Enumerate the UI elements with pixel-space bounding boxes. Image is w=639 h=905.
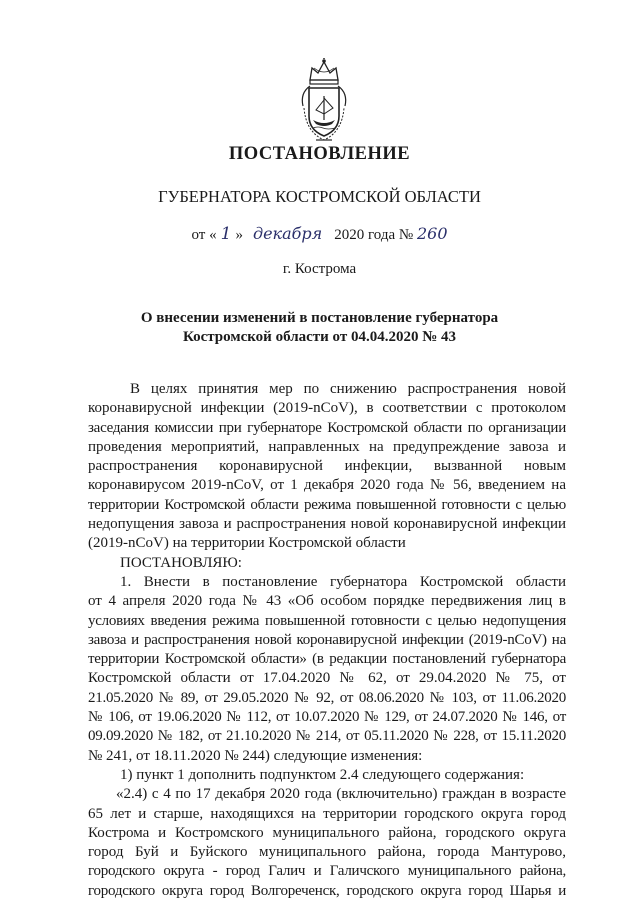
heading-line: Костромской области от 04.04.2020 № 43 bbox=[182, 329, 457, 345]
body-line: городского округа город Волгореченск, городского округа город Шарья и bbox=[88, 882, 566, 899]
body-line: недопущения завоза и распространения новой коронавирусной инфекции bbox=[88, 516, 566, 533]
document-heading bbox=[0, 309, 639, 347]
body-line: Костромской области от 17.04.2020 № 62, от 29.04.2020 № 75, от bbox=[88, 670, 566, 687]
city-line: г. Кострома bbox=[282, 261, 357, 277]
date-line bbox=[0, 224, 639, 244]
body-line: территории Костромской области режима повышенной готовности с целью bbox=[88, 496, 566, 513]
date-month-handwritten: декабря bbox=[252, 224, 323, 243]
body-line: «2.4) с 4 по 17 декабря 2020 года (включительно) граждан в возрасте bbox=[116, 786, 566, 803]
date-middle: » bbox=[235, 227, 243, 243]
body-line: Кострома и Костромского муниципального района, городского округа bbox=[88, 824, 566, 841]
body-line: № 106, от 19.06.2020 № 112, от 10.07.2020 № 129, от 24.07.2020 № 146, от bbox=[88, 709, 566, 726]
body-line: 1) пункт 1 дополнить подпунктом 2.4 следующего содержания: bbox=[120, 766, 525, 783]
body-line: заседания комиссии при губернаторе Костромской области по организации bbox=[88, 419, 566, 436]
body-line: ПОСТАНОВЛЯЮ: bbox=[120, 554, 242, 571]
document-title: ПОСТАНОВЛЕНИЕ bbox=[228, 144, 411, 164]
body-line: В целях принятия мер по снижению распространения новой bbox=[130, 381, 566, 397]
body-line: 65 лет и старше, находящихся на территории городского округа город bbox=[88, 805, 566, 822]
body-line: завоза и распространения новой коронавирусной инфекции (2019-nCoV) на bbox=[88, 631, 566, 648]
body-line: распространения коронавирусной инфекции, вызванной новым bbox=[88, 458, 566, 475]
heading-line: О внесении изменений в постановление губернатора bbox=[140, 310, 499, 326]
date-year-text: 2020 года № bbox=[334, 227, 414, 243]
date-prefix: от « bbox=[191, 227, 217, 243]
body-line: проведения мероприятий, направленных на предупреждение завоза и bbox=[88, 438, 566, 455]
body-line: условиях введения режима повышенной готовности с целью недопущения bbox=[88, 612, 566, 629]
body-line: 1. Внести в постановление губернатора Костромской области bbox=[120, 573, 566, 590]
body-line: городского округа - город Галич и Галичского муниципального района, bbox=[88, 863, 566, 880]
body-line: коронавирусом 2019-nCoV, от 1 декабря 2020 года № 56, введением на bbox=[88, 477, 566, 494]
body-line: № 241, от 18.11.2020 № 244) следующие изменения: bbox=[88, 747, 423, 764]
date-day-handwritten: 1 bbox=[220, 224, 232, 244]
document-body bbox=[88, 380, 566, 901]
document-number-handwritten: 260 bbox=[416, 224, 448, 243]
body-line: город Буй и Буйского муниципального района, города Мантурово, bbox=[88, 844, 566, 861]
body-line: 21.05.2020 № 89, от 29.05.2020 № 92, от 08.06.2020 № 103, от 11.06.2020 bbox=[88, 689, 566, 706]
body-line: территории Костромской области» (в редакции постановлений губернатора bbox=[88, 651, 566, 668]
body-line: (2019-nCoV) на территории Костромской области bbox=[88, 535, 406, 552]
body-line: 09.09.2020 № 182, от 21.10.2020 № 214, от 05.11.2020 № 228, от 15.11.2020 bbox=[88, 728, 566, 745]
body-line: коронавирусной инфекции (2019-nCoV), в соответствии с протоколом bbox=[88, 400, 566, 417]
coat-of-arms-emblem bbox=[294, 58, 354, 144]
body-line: от 4 апреля 2020 года № 43 «Об особом порядке передвижения лиц в bbox=[88, 593, 566, 610]
document-subtitle: ГУБЕРНАТОРА КОСТРОМСКОЙ ОБЛАСТИ bbox=[158, 187, 481, 206]
